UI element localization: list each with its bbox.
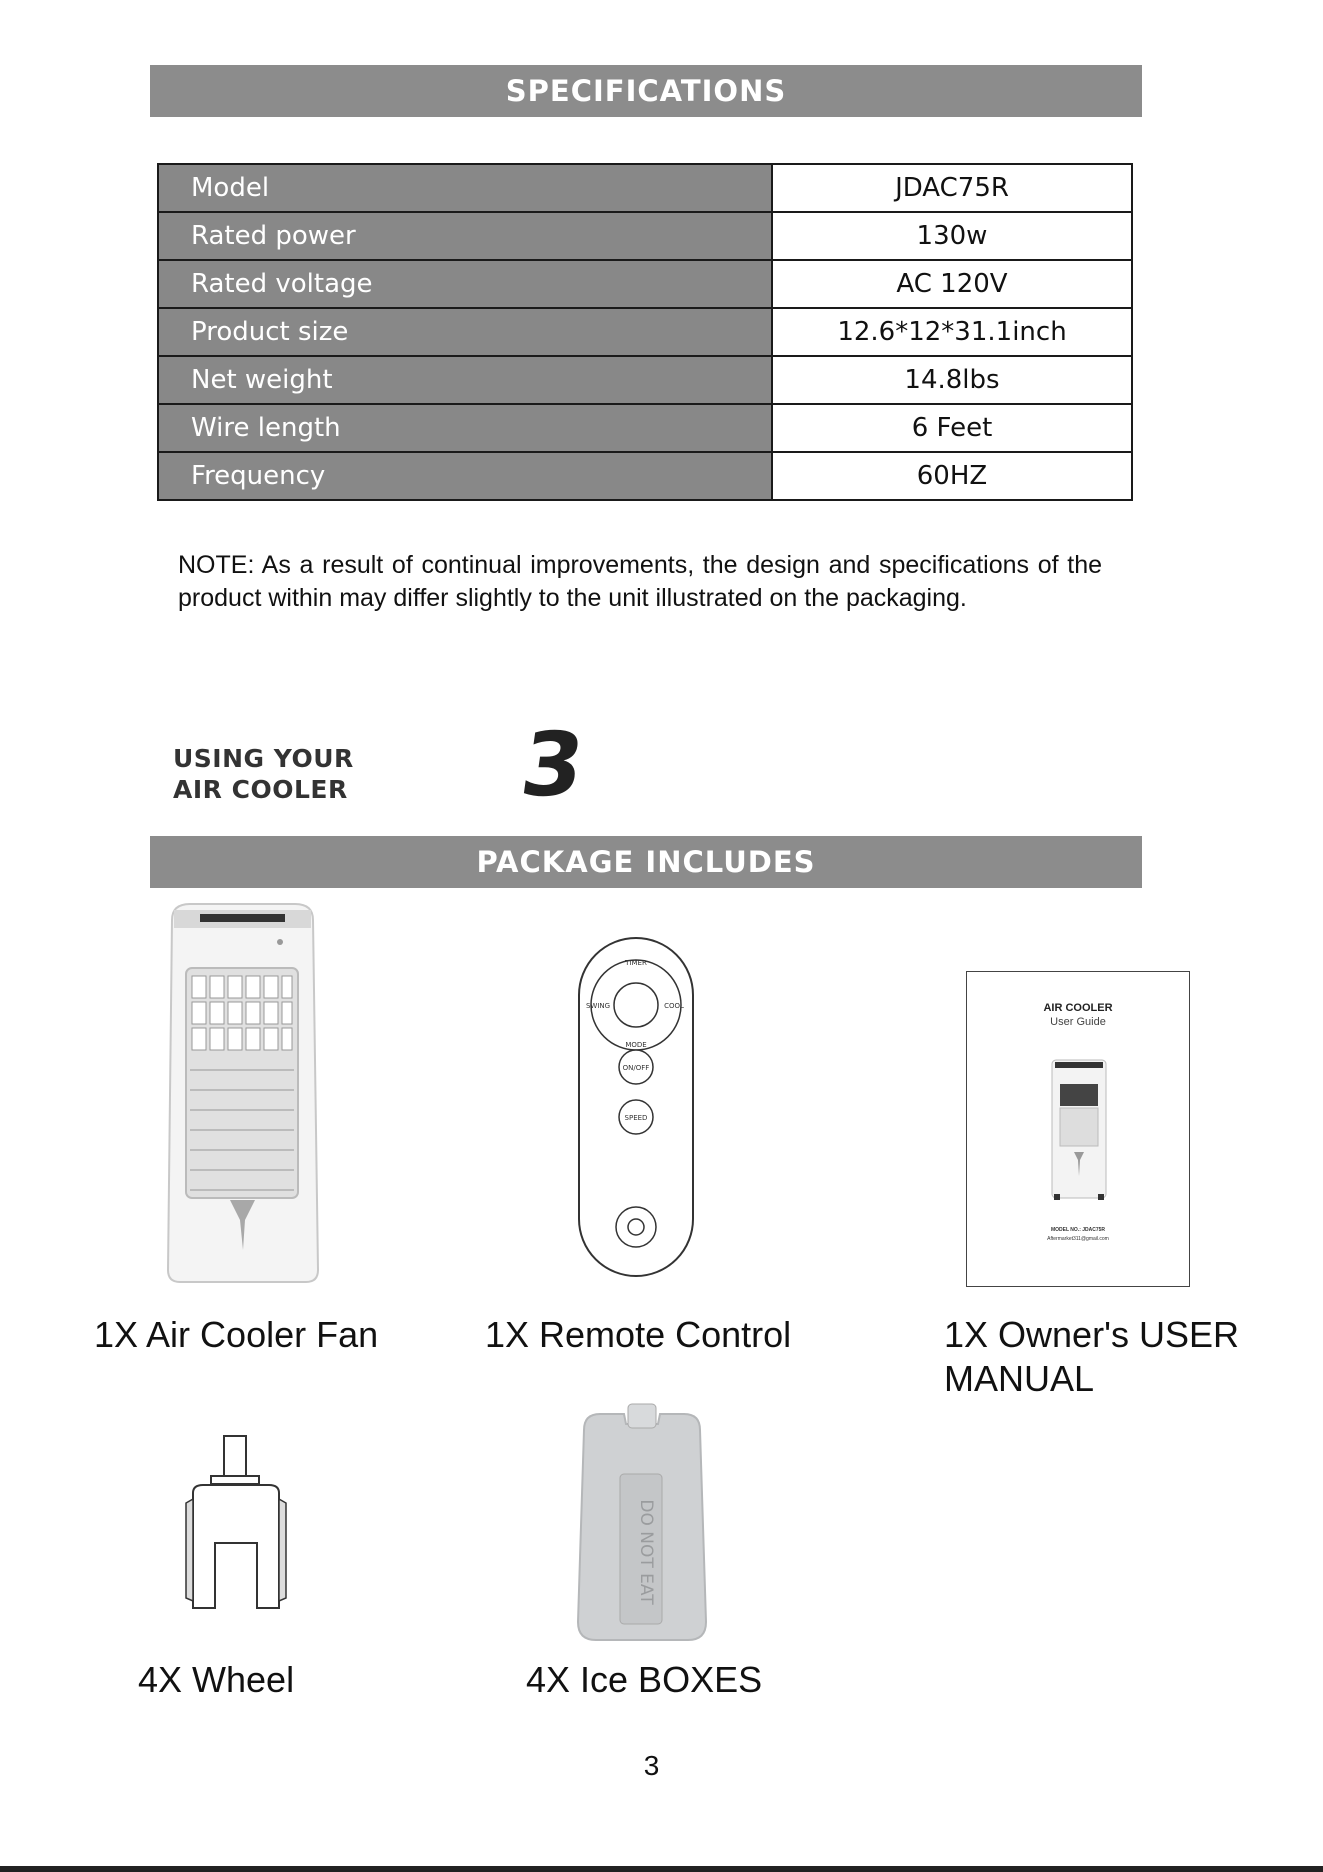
ice-box-illustration [564, 1402, 720, 1645]
manual-email-line: Aftermarket311@gmail.com [1047, 1236, 1109, 1242]
air-cooler-illustration [160, 900, 325, 1285]
swing-button[interactable]: SWING [585, 1002, 611, 1010]
note-paragraph: NOTE: As a result of continual improvements, the design and specifications of the product within may differ slightly to the unit illustrated on the packaging. [178, 551, 1102, 612]
specifications-table [157, 163, 1133, 501]
cool-button[interactable]: COOL [664, 1002, 684, 1010]
spec-label: Frequency [158, 452, 772, 500]
section-title [173, 743, 354, 805]
package-includes-banner: PACKAGE INCLUDES [150, 836, 1142, 888]
spec-value: 12.6*12*31.1inch [772, 308, 1132, 356]
section-title-line2: AIR COOLER [173, 775, 348, 804]
caption-remote-control: 1X Remote Control [485, 1314, 792, 1355]
caption-user-manual-line2: MANUAL [944, 1358, 1095, 1399]
bottom-rule [0, 1866, 1323, 1872]
spec-label: Net weight [158, 356, 772, 404]
section-title-line1: USING YOUR [173, 744, 354, 773]
caption-user-manual-line1: 1X Owner's USER [944, 1314, 1239, 1355]
timer-button[interactable]: TIMER [625, 959, 647, 967]
spec-label: Model [158, 164, 772, 212]
caption-wheel: 4X Wheel [138, 1659, 295, 1700]
spec-label: Wire length [158, 404, 772, 452]
spec-label: Rated power [158, 212, 772, 260]
spec-row-frequency [158, 452, 1132, 500]
spec-row-rated-power [158, 212, 1132, 260]
manual-subtitle: User Guide [1050, 1016, 1106, 1028]
spec-value: 130w [772, 212, 1132, 260]
spec-row-rated-voltage [158, 260, 1132, 308]
spec-value: 6 Feet [772, 404, 1132, 452]
user-manual-illustration [966, 971, 1190, 1287]
spec-value: 60HZ [772, 452, 1132, 500]
manual-model-line: MODEL NO.: JDAC75R [1050, 1227, 1106, 1233]
spec-label: Rated voltage [158, 260, 772, 308]
caption-ice-boxes: 4X Ice BOXES [526, 1659, 763, 1700]
spec-row-wire-length [158, 404, 1132, 452]
manual-cooler-image [1050, 1058, 1108, 1203]
specifications-banner: SPECIFICATIONS [150, 65, 1142, 117]
spec-value: AC 120V [772, 260, 1132, 308]
section-number: 3 [514, 713, 591, 816]
spec-value: JDAC75R [772, 164, 1132, 212]
mode-button[interactable]: MODE [625, 1041, 647, 1049]
spec-row-product-size [158, 308, 1132, 356]
onoff-label: ON/OFF [622, 1064, 650, 1072]
spec-row-net-weight [158, 356, 1132, 404]
speed-label: SPEED [624, 1114, 648, 1122]
caption-air-cooler-fan: 1X Air Cooler Fan [94, 1314, 379, 1355]
page-number: 3 [643, 1750, 660, 1781]
spec-label: Product size [158, 308, 772, 356]
caption-user-manual [944, 1313, 1239, 1401]
ice-box-label: DO NOT EAT [636, 1499, 656, 1605]
manual-title: AIR COOLER [1043, 1002, 1113, 1014]
spec-row-model [158, 164, 1132, 212]
spec-value: 14.8lbs [772, 356, 1132, 404]
wheel-illustration [183, 1433, 289, 1611]
remote-control-illustration [576, 935, 696, 1280]
